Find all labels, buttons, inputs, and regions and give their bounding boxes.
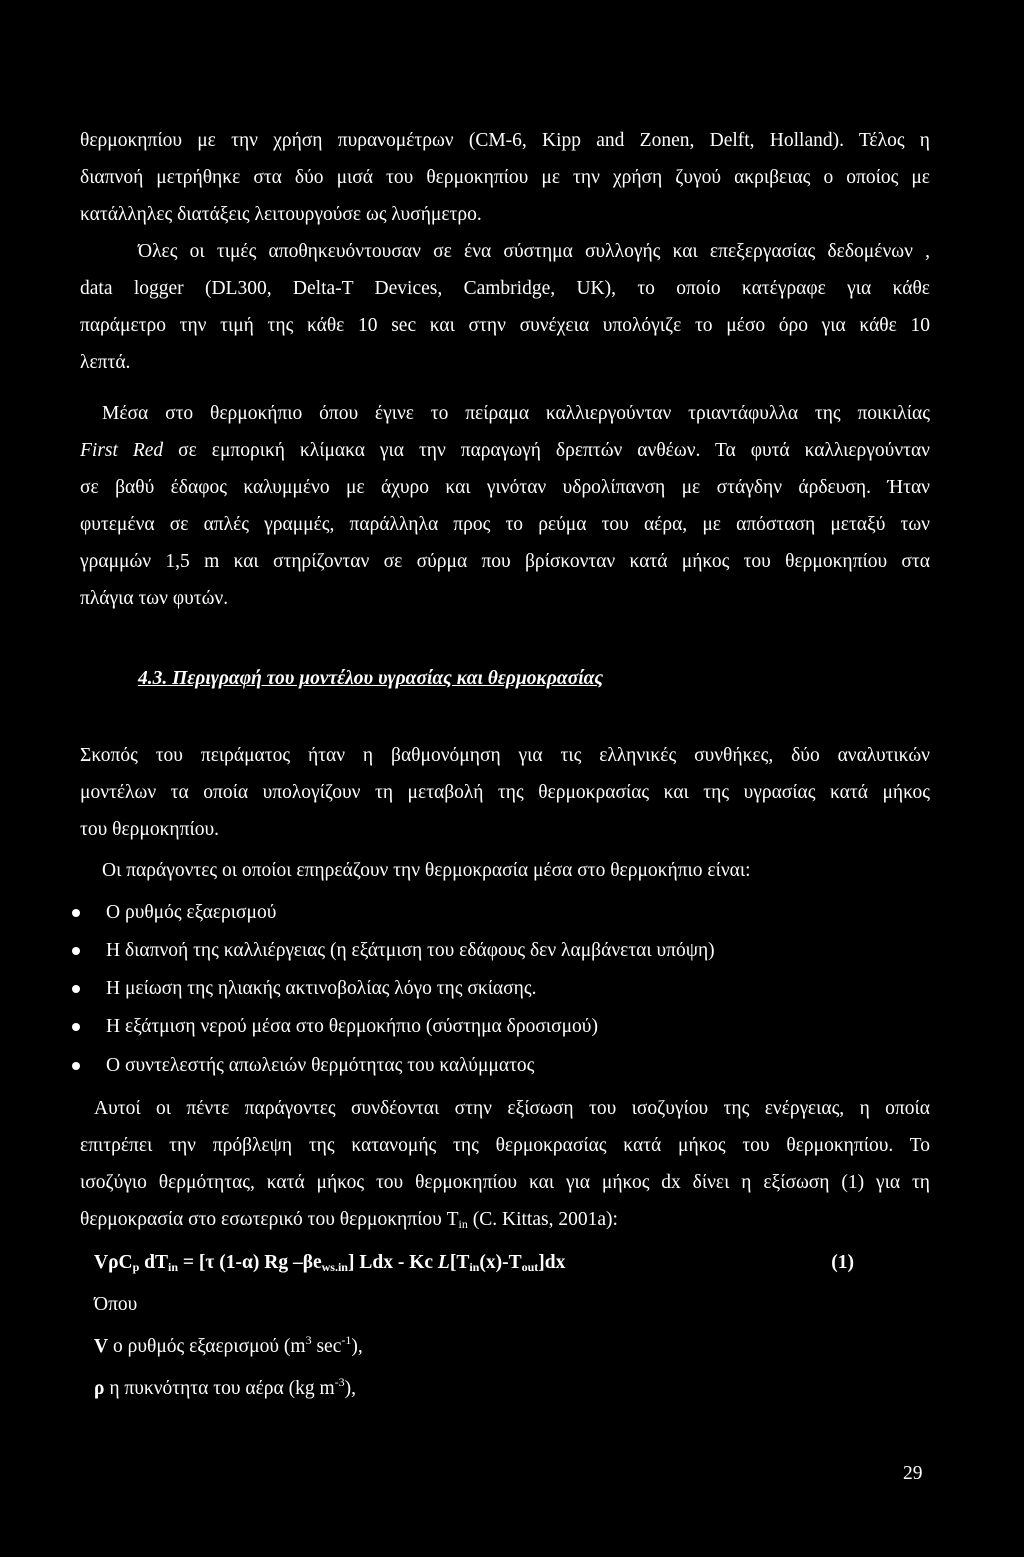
- equation-part: dT: [139, 1252, 169, 1273]
- superscript: 3: [305, 1333, 312, 1347]
- paragraph-line: ισοζύγιο θερμότητας, κατά μήκος του θερμοκηπίου και για μήκος dx δίνει η εξίσωση (1) για τη: [80, 1172, 930, 1193]
- equation-part: = [τ (1-α) Rg –βe: [178, 1252, 322, 1273]
- paragraph-line: data logger (DL300, Delta-T Devices, Cambridge, UK), το οποίο κατέγραφε για κάθε: [80, 278, 930, 299]
- bullet-icon: [72, 909, 80, 917]
- equation-number: (1): [831, 1252, 854, 1273]
- equation-subscript: in: [469, 1260, 480, 1274]
- equation: [94, 1249, 854, 1277]
- paragraph-line: του θερμοκηπίου.: [80, 819, 219, 840]
- list-item-text: Η εξάτμιση νερού μέσα στο θερμοκήπιο (σύστημα δροσισμού): [106, 1016, 598, 1037]
- equation-part: ] Ldx - Kc: [347, 1252, 438, 1273]
- bullet-icon: [72, 1062, 80, 1070]
- list-item-text: Ο συντελεστής απωλειών θερμότητας του καλύμματος: [106, 1055, 535, 1076]
- variety-name: First Red: [80, 440, 164, 461]
- equation-part: (x)-T: [479, 1252, 522, 1273]
- paragraph-line: παράμετρο την τιμή της κάθε 10 sec και στην συνέχεια υπολόγιζε το μέσο όρο για κάθε 10: [80, 315, 930, 336]
- list-item-text: Η διαπνοή της καλλιέργειας (η εξάτμιση του εδάφους δεν λαμβάνεται υπόψη): [106, 940, 715, 961]
- definition-text: ο ρυθμός εξαερισμού (m: [108, 1336, 306, 1357]
- paragraph-line: Αυτοί οι πέντε παράγοντες συνδέονται στην εξίσωση του ισοζυγίου της ενέργειας, η οποία: [94, 1098, 930, 1119]
- list-item: [70, 900, 930, 926]
- bullet-icon: [72, 1023, 80, 1031]
- paragraph-line: μοντέλων τα οποία υπολογίζουν τη μεταβολή της θερμοκρασίας και της υγρασίας κατά μήκος: [80, 782, 930, 803]
- equation-subscript: p: [132, 1260, 140, 1274]
- paragraph-line: [80, 438, 930, 464]
- symbol: ρ: [94, 1378, 105, 1399]
- definition-text: ),: [344, 1378, 356, 1399]
- paragraph-line: Σκοπός του πειράματος ήταν η βαθμονόμηση για τις ελληνικές συνθήκες, δύο αναλυτικών: [80, 745, 930, 766]
- list-item: [70, 1053, 930, 1079]
- paragraph-line: γραμμών 1,5 m και στηρίζονταν σε σύρμα που βρίσκονταν κατά μήκος του θερμοκηπίου στα: [80, 551, 930, 572]
- list-item: [70, 938, 930, 964]
- equation-part: [T: [449, 1252, 470, 1273]
- list-item: [70, 976, 930, 1002]
- equation-subscript: out: [521, 1260, 539, 1274]
- equation-part: VρC: [94, 1252, 133, 1273]
- paragraph-line: φυτεμένα σε απλές γραμμές, παράλληλα προς το ρεύμα του αέρα, με απόσταση μεταξύ των: [80, 514, 930, 535]
- paragraph-text: σε εμπορική κλίμακα για την παραγωγή δρεπτών ανθέων. Τα φυτά καλλιεργούνταν: [163, 440, 931, 461]
- paragraph-line: [80, 1207, 930, 1233]
- factors-intro: Οι παράγοντες οι οποίοι επηρεάζουν την θερμοκρασία μέσα στο θερμοκήπιο είναι:: [102, 860, 751, 881]
- paragraph-line: επιτρέπει την πρόβλεψη της κατανομής της θερμοκρασίας κατά μήκος του θερμοκηπίου. Το: [80, 1135, 930, 1156]
- paragraph-line: λεπτά.: [80, 352, 131, 373]
- definition-line: [94, 1376, 944, 1402]
- equation-part: L: [437, 1252, 450, 1273]
- paragraph-text: θερμοκρασία στο εσωτερικό του θερμοκηπίου T: [80, 1209, 459, 1230]
- section-heading: [138, 666, 603, 692]
- list-item-text: Ο ρυθμός εξαερισμού: [106, 902, 277, 923]
- section-number: 4.3.: [138, 668, 168, 689]
- superscript: -3: [334, 1375, 345, 1389]
- equation-part: ]dx: [538, 1252, 566, 1273]
- equation-subscript: in: [168, 1260, 179, 1274]
- equation-subscript: ws.in: [321, 1260, 348, 1274]
- page-number: 29: [903, 1463, 923, 1484]
- list-item-text: Η μείωση της ηλιακής ακτινοβολίας λόγο της σκίασης.: [106, 978, 537, 999]
- definition-line: [94, 1334, 944, 1360]
- section-title: Περιγραφή του μοντέλου υγρασίας και θερμοκρασίας: [172, 668, 604, 689]
- definition-text: η πυκνότητα του αέρα (kg m: [104, 1378, 335, 1399]
- paragraph-line: πλάγια των φυτών.: [80, 588, 229, 609]
- definition-text: ),: [351, 1336, 363, 1357]
- paragraph-line: κατάλληλες διατάξεις λειτουργούσε ως λυσήμετρο.: [80, 204, 482, 225]
- symbol: V: [94, 1336, 109, 1357]
- subscript: in: [458, 1217, 468, 1231]
- paragraph-text: (C. Kittas, 2001a):: [467, 1209, 618, 1230]
- bullet-icon: [72, 947, 80, 955]
- superscript: -1: [341, 1333, 352, 1347]
- paragraph-line: Μέσα στο θερμοκήπιο όπου έγινε το πείραμα καλλιεργούνταν τριαντάφυλλα της ποικιλίας: [102, 403, 930, 424]
- paragraph-line: θερμοκηπίου με την χρήση πυρανομέτρων (CM-6, Kipp and Zonen, Delft, Holland). Τέλος η: [80, 130, 930, 151]
- where-label: Όπου: [94, 1294, 138, 1315]
- paragraph-line: Όλες οι τιμές αποθηκευόντουσαν σε ένα σύστημα συλλογής και επεξεργασίας δεδομένων ,: [138, 241, 930, 262]
- definition-text: sec: [311, 1336, 342, 1357]
- paragraph-line: διαπνοή μετρήθηκε στα δύο μισά του θερμοκηπίου με την χρήση ζυγού ακριβειας ο οποίος με: [80, 167, 930, 188]
- paragraph-line: σε βαθύ έδαφος καλυμμένο με άχυρο και γινόταν υδρολίπανση με στάγδην άρδευση. Ήταν: [80, 477, 930, 498]
- list-item: [70, 1014, 930, 1040]
- bullet-icon: [72, 985, 80, 993]
